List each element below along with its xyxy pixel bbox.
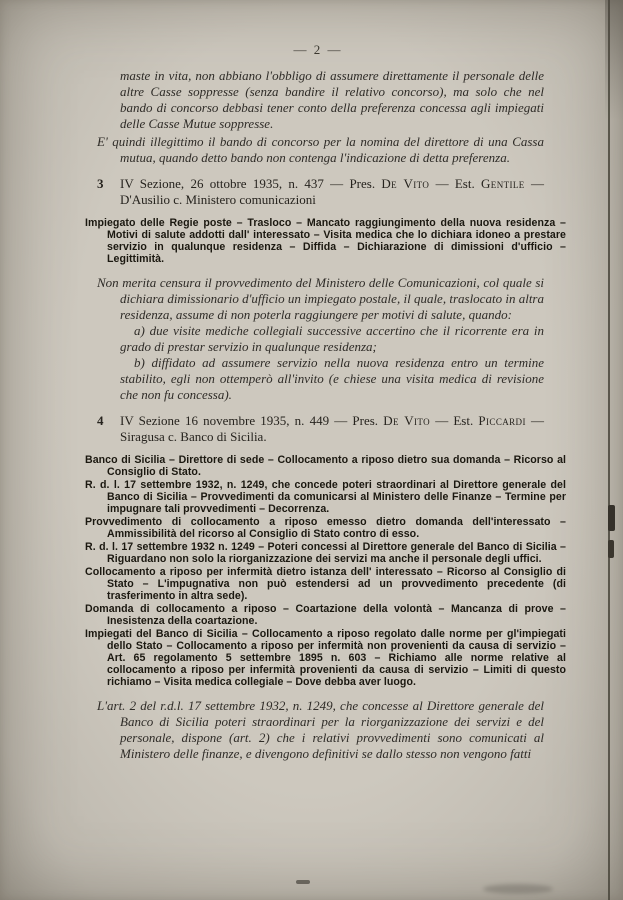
entry-number: 3 [97, 176, 104, 191]
estensore-name: Gentile [481, 176, 525, 191]
scan-ink-mark [608, 540, 614, 558]
page-content [85, 36, 566, 762]
parties-text: — D'Ausilio c. Ministero comunicazioni [120, 176, 544, 207]
citation-text: — Est. [429, 176, 482, 191]
citation-text: IV Sezione, 26 ottobre 1935, n. 437 — Pres. [120, 176, 382, 191]
entry-number: 4 [97, 413, 104, 428]
case-entry-4 [97, 413, 544, 445]
headnote: Impiegato delle Regie poste – Trasloco – Mancato raggiungimento della nuova residenza – Motivi di salute addotti dall' interessato – Visita medica che lo dichiara idoneo a prestare servizio in qualunque residenza – Diffida – Dichiarazione di dimissioni d'ufficio – Legittimità. [85, 217, 566, 265]
body-subparagraph-a: a) due visite mediche collegiali successive accertino che il ricorrente era in grado di prestar servizio in qualunque residenza; [120, 323, 544, 354]
headnote: Banco di Sicilia – Direttore di sede – Collocamento a riposo dietro sua domanda – Ricorso al Consiglio di Stato. [85, 454, 566, 478]
citation-text: — Est. [430, 413, 479, 428]
paragraph-intro-second: E' quindi illegittimo il bando di concorso per la nomina del direttore di una Cassa mutua, quando detto bando non contenga l'indicazione di detta preferenza. [97, 134, 544, 165]
decision-body-entry-4: L'art. 2 del r.d.l. 17 settembre 1932, n. 1249, che concesse al Direttore generale del Banco di Sicilia poteri straordinari per la riorganizzazione dei servizi e del personale, dispone (art. 2) che i relativi provvedimenti sono comunicati al Ministero delle finanze, e divengono definitivi se dallo stesso non vengono fatti [97, 698, 544, 761]
scan-smudge [483, 884, 553, 894]
decision-body-entry-3 [92, 275, 544, 403]
citation-text: IV Sezione 16 novembre 1935, n. 449 — Pres. [120, 413, 384, 428]
parties-text: — Siragusa c. Banco di Sicilia. [120, 413, 545, 444]
scan-ink-mark [608, 505, 615, 531]
paragraph-continuation: maste in vita, non abbiano l'obbligo di assumere direttamente il personale delle altre Casse soppresse (senza bandire il relativo concorso), ma solo che nel bando di concorso debbasi tener conto della preferenza concessa agli impiegati delle Casse Mutue soppresse. [120, 68, 544, 131]
headnote: Domanda di collocamento a riposo – Coartazione della volontà – Mancanza di prove – Inesistenza della coartazione. [85, 603, 566, 627]
headnote-block-entry-3 [85, 217, 566, 265]
entry-citation [120, 413, 544, 445]
body-paragraph: Non merita censura il provvedimento del Ministero delle Comunicazioni, col quale si dichiara dimissionario d'ufficio un impiegato postale, il quale, traslocato in altra residenza, assume di non poterla raggiungere per motivi di salute, quando: [97, 275, 544, 322]
headnote: Collocamento a riposo per infermità dietro istanza dell' interessato – Ricorso al Consiglio di Stato – L'impugnativa non può estendersi ad un provvedimento precedente (di trasferimento in altra sede). [85, 566, 566, 602]
case-entry-3 [97, 176, 544, 208]
body-subparagraph-b: b) diffidato ad assumere servizio nella nuova residenza entro un termine stabilito, egli non ottemperò all'invito (e chiese una visita medica di revisione che non fu concessa). [120, 355, 544, 402]
scan-ink-mark [296, 880, 310, 884]
entry-citation [120, 176, 544, 208]
scan-binding-shadow-line [608, 0, 610, 900]
page-number: — 2 — [293, 42, 343, 57]
president-name: De Vito [383, 413, 431, 428]
estensore-name: Piccardi [478, 413, 526, 428]
headnote: Impiegati del Banco di Sicilia – Collocamento a riposo regolato dalle norme per gl'impiegati dello Stato – Collocamento a riposo per infermità non provenienti da causa di servizio – Art. 65 regolamento 5 settembre 1895 n. 603 – Richiamo alle norme relative al collocamento a riposo per infermità provenienti da causa di servizio – Limiti di questo richiamo – Visita medica collegiale – Dove debba aver luogo. [85, 628, 566, 688]
headnote: R. d. l. 17 settembre 1932, n. 1249, che concede poteri straordinari al Direttore generale del Banco di Sicilia – Provvedimenti da comunicarsi al Ministero delle Finanze – Termine per impugnare tali provvedimenti – Decorrenza. [85, 479, 566, 515]
headnote-block-entry-4 [85, 454, 566, 688]
headnote: R. d. l. 17 settembre 1932 n. 1249 – Poteri concessi al Direttore generale del Banco di Sicilia – Riguardano non solo la riorganizzazione dei servizi ma anche il personale degli uffici. [85, 541, 566, 565]
scan-corner-shadow [605, 0, 623, 120]
president-name: De Vito [381, 176, 430, 191]
headnote: Provvedimento di collocamento a riposo emesso dietro domanda dell'interessato – Ammissibilità del ricorso al Consiglio di Stato contro di esso. [85, 516, 566, 540]
